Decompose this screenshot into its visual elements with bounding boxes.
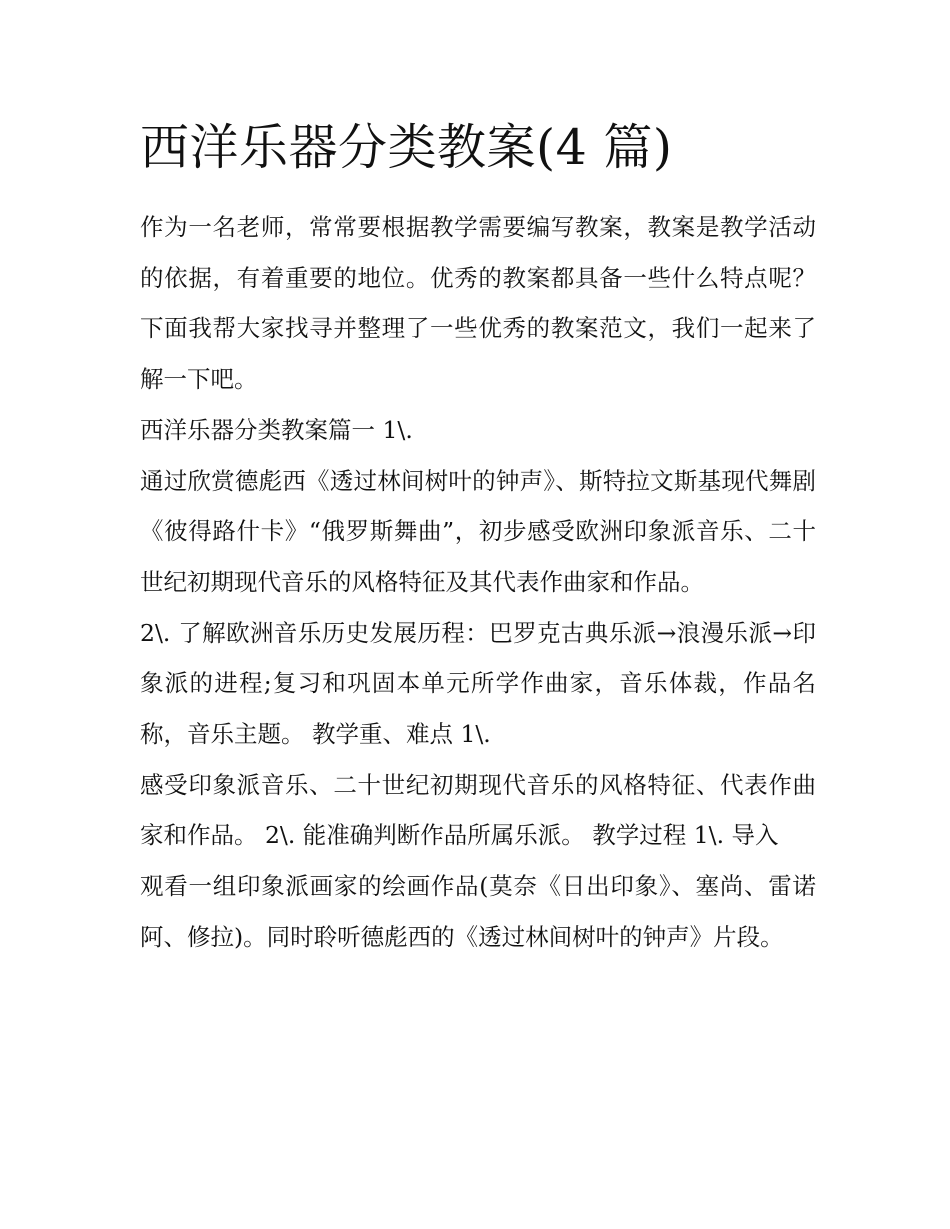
paragraph-objective-2: 2\. 了解欧洲音乐历史发展历程：巴罗克古典乐派→浪漫乐派→印象派的进程;复习和巩固本单元所学作曲家，音乐体裁，作品名称，音乐主题。 教学重、难点 1\.	[140, 618, 816, 749]
document-title: 西洋乐器分类教案(4 篇)	[140, 119, 673, 176]
document-body	[140, 202, 816, 963]
paragraph-objective-1: 通过欣赏德彪西《透过林间树叶的钟声》、斯特拉文斯基现代舞剧《彼得路什卡》“俄罗斯舞曲”，初步感受欧洲印象派音乐、二十世纪初期现代音乐的风格特征及其代表作曲家和作品。	[140, 466, 816, 596]
document-page	[140, 112, 816, 963]
paragraph-intro: 作为一名老师，常常要根据教学需要编写教案，教案是教学活动的依据，有着重要的地位。优秀的教案都具备一些什么特点呢？下面我帮大家找寻并整理了一些优秀的教案范文，我们一起来了解一下吧。	[140, 213, 816, 394]
paragraph-key-points: 感受印象派音乐、二十世纪初期现代音乐的风格特征、代表作曲家和作品。 2\. 能准确判断作品所属乐派。 教学过程 1\. 导入	[140, 770, 816, 850]
paragraph-introduction-activity: 观看一组印象派画家的绘画作品(莫奈《日出印象》、塞尚、雷诺阿、修拉)。同时聆听德彪西的《透过林间树叶的钟声》片段。	[140, 872, 816, 951]
paragraph-section-heading: 西洋乐器分类教案篇一 1\.	[140, 415, 413, 444]
